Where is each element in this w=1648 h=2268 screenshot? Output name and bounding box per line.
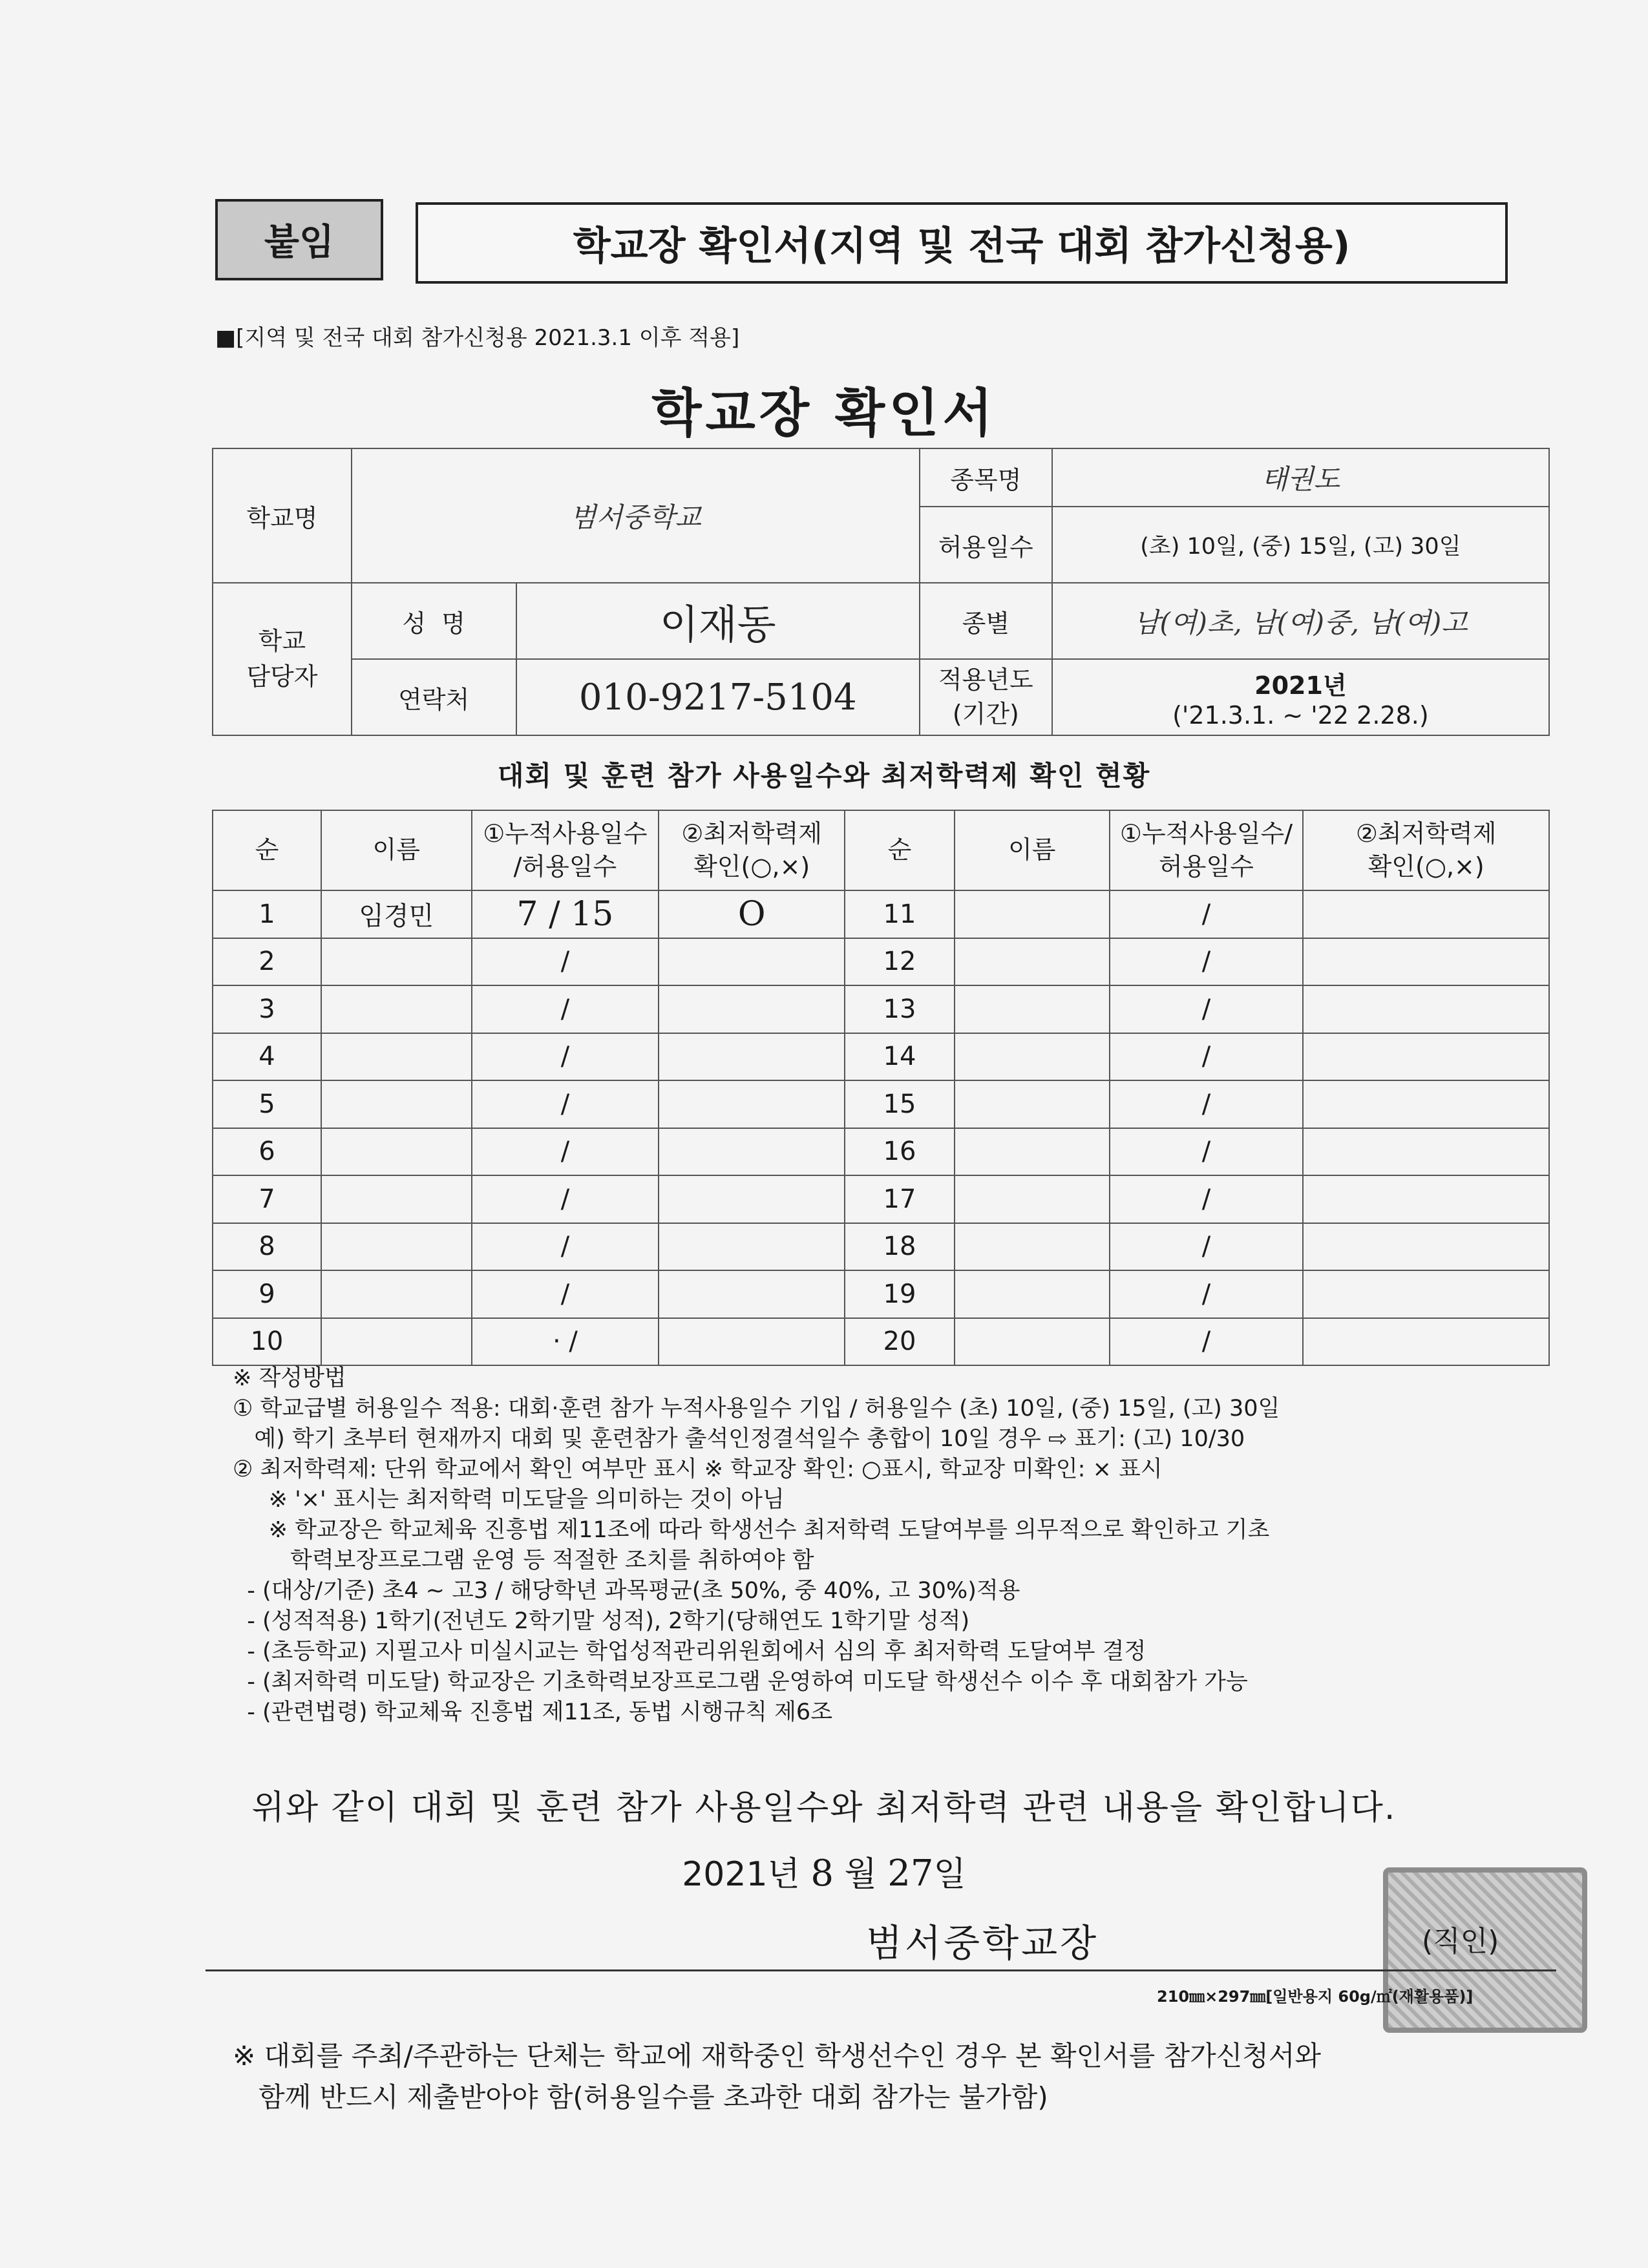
academic-check <box>1303 1223 1549 1271</box>
table-row <box>213 1270 1549 1318</box>
days-value: (초) 10일, (중) 15일, (고) 30일 <box>1052 507 1549 583</box>
student-name <box>955 985 1110 1033</box>
row-number: 11 <box>845 890 955 938</box>
student-name <box>955 890 1110 938</box>
academic-check <box>659 1080 845 1128</box>
student-name <box>955 1223 1110 1271</box>
table-row <box>213 1128 1549 1176</box>
row-number: 15 <box>845 1080 955 1128</box>
col-header-check-2: ②최저학력제 확인(○,×) <box>1303 810 1549 890</box>
instruction-line: ② 최저학력제: 단위 학교에서 확인 여부만 표시 ※ 학교장 확인: ○표시, 학교장 미확인: × 표시 <box>233 1456 1163 1482</box>
col-header-no-2: 순 <box>845 810 955 890</box>
instructions <box>233 1363 1551 1728</box>
student-name <box>955 1033 1110 1081</box>
year-cell <box>1052 659 1549 735</box>
academic-check <box>1303 1270 1549 1318</box>
student-name <box>955 1318 1110 1366</box>
used-days: / <box>1110 1033 1304 1081</box>
row-number: 9 <box>213 1270 321 1318</box>
student-name <box>955 938 1110 986</box>
student-name <box>321 1175 472 1223</box>
academic-check <box>1303 985 1549 1033</box>
student-name <box>955 1080 1110 1128</box>
sport-label: 종목명 <box>920 448 1052 507</box>
divider <box>206 1969 1556 1971</box>
row-number: 1 <box>213 890 321 938</box>
seal-label: (직인) <box>1422 1925 1499 1958</box>
academic-check <box>659 1223 845 1271</box>
instruction-line: - (관련법령) 학교체육 진흥법 제11조, 동법 시행규칙 제6조 <box>233 1699 833 1725</box>
used-days: / <box>1110 1223 1304 1271</box>
instruction-line: ① 학교급별 허용일수 적용: 대회·훈련 참가 누적사용일수 기입 / 허용일수 (초) 10일, (중) 15일, (고) 30일 <box>233 1396 1280 1422</box>
used-days: / <box>472 1033 659 1081</box>
row-number: 8 <box>213 1223 321 1271</box>
col-header-name: 이름 <box>321 810 472 890</box>
table-row <box>213 890 1549 938</box>
student-name <box>321 1223 472 1271</box>
col-header-days-2: ①누적사용일수/ 허용일수 <box>1110 810 1304 890</box>
gender-value: 남(여)초, 남(여)중, 남(여)고 <box>1052 583 1549 659</box>
used-days: / <box>1110 890 1304 938</box>
year-period: ('21.3.1. ~ '22 2.28.) <box>1172 700 1429 730</box>
student-name <box>321 1128 472 1176</box>
name-label: 성 명 <box>352 583 516 659</box>
academic-check <box>1303 1080 1549 1128</box>
academic-check <box>659 1270 845 1318</box>
gender-label: 종별 <box>920 583 1052 659</box>
instruction-line: ※ 작성방법 <box>233 1365 346 1391</box>
name-value: 이재동 <box>516 583 920 659</box>
participation-table <box>212 810 1550 1366</box>
academic-check <box>1303 1128 1549 1176</box>
instruction-line: ※ 학교장은 학교체육 진흥법 제11조에 따라 학생선수 최저학력 도달여부를 의무적으로 확인하고 기초 <box>233 1517 1270 1543</box>
used-days: / <box>472 1223 659 1271</box>
sport-value: 태권도 <box>1052 448 1549 507</box>
table-row <box>213 1223 1549 1271</box>
table-row <box>213 1175 1549 1223</box>
student-name <box>321 1318 472 1366</box>
academic-check <box>659 938 845 986</box>
section-title: 대회 및 훈련 참가 사용일수와 최저학력제 확인 현황 <box>497 760 1151 792</box>
row-number: 17 <box>845 1175 955 1223</box>
col-header-no: 순 <box>213 810 321 890</box>
table-row <box>213 985 1549 1033</box>
used-days: 7 / 15 <box>472 890 659 938</box>
confirmation-statement: 위와 같이 대회 및 훈련 참가 사용일수와 최저학력 관련 내용을 확인합니다. <box>251 1789 1397 1827</box>
student-name <box>955 1270 1110 1318</box>
row-number: 4 <box>213 1033 321 1081</box>
student-name: 임경민 <box>321 890 472 938</box>
academic-check <box>659 1175 845 1223</box>
used-days: / <box>472 1175 659 1223</box>
student-name <box>321 1033 472 1081</box>
row-number: 5 <box>213 1080 321 1128</box>
footer-line: ※ 대회를 주최/주관하는 단체는 학교에 재학중인 학생선수인 경우 본 확인서를 참가신청서와 <box>233 2040 1322 2072</box>
academic-check <box>659 1128 845 1176</box>
date-year: 2021년 <box>682 1855 800 1894</box>
academic-check <box>659 1318 845 1366</box>
contact-label: 연락처 <box>352 659 516 735</box>
school-value: 범서중학교 <box>352 448 920 583</box>
academic-check <box>1303 890 1549 938</box>
instruction-line: ※ '×' 표시는 최저학력 미도달을 의미하는 것이 아님 <box>233 1487 785 1513</box>
table-row <box>213 1318 1549 1366</box>
row-number: 2 <box>213 938 321 986</box>
table-row <box>213 1033 1549 1081</box>
student-name <box>321 985 472 1033</box>
row-number: 3 <box>213 985 321 1033</box>
date-day: 27 <box>887 1853 934 1895</box>
date-day-label: 일 <box>933 1855 966 1894</box>
main-title: 학교장 확인서 <box>651 383 997 443</box>
document-title: 학교장 확인서(지역 및 전국 대회 참가신청용) <box>573 224 1351 269</box>
academic-check: O <box>659 890 845 938</box>
row-number: 12 <box>845 938 955 986</box>
instruction-line: - (성적적용) 1학기(전년도 2학기말 성적), 2학기(당해연도 1학기말 성적) <box>233 1608 970 1634</box>
academic-check <box>659 1033 845 1081</box>
date-month: 8 <box>810 1853 834 1895</box>
year-label: 적용년도 (기간) <box>920 659 1052 735</box>
used-days: / <box>1110 985 1304 1033</box>
used-days: / <box>1110 1128 1304 1176</box>
instruction-line: - (대상/기준) 초4 ~ 고3 / 해당학년 과목평균(초 50%, 중 40%, 고 30%)적용 <box>233 1578 1020 1604</box>
document-title-box <box>416 202 1508 284</box>
col-header-name-2: 이름 <box>955 810 1110 890</box>
table-row <box>213 938 1549 986</box>
academic-check <box>659 985 845 1033</box>
manager-label: 학교 담당자 <box>213 583 352 735</box>
instruction-line: 예) 학기 초부터 현재까지 대회 및 훈련참가 출석인정결석일수 총합이 10일 경우 ⇨ 표기: (고) 10/30 <box>233 1426 1245 1452</box>
contact-value: 010-9217-5104 <box>516 659 920 735</box>
student-name <box>321 938 472 986</box>
attachment-tag <box>215 199 383 280</box>
used-days: / <box>472 1128 659 1176</box>
year-value: 2021년 <box>1254 671 1347 700</box>
used-days: / <box>472 985 659 1033</box>
used-days: / <box>472 1270 659 1318</box>
instruction-line: - (초등학교) 지필고사 미실시교는 학업성적관리위원회에서 심의 후 최저학력 도달여부 결정 <box>233 1639 1146 1664</box>
days-label: 허용일수 <box>920 507 1052 583</box>
row-number: 16 <box>845 1128 955 1176</box>
used-days: / <box>1110 1318 1304 1366</box>
row-number: 18 <box>845 1223 955 1271</box>
row-number: 19 <box>845 1270 955 1318</box>
used-days: / <box>1110 938 1304 986</box>
used-days: / <box>1110 1175 1304 1223</box>
student-name <box>955 1175 1110 1223</box>
academic-check <box>1303 1175 1549 1223</box>
row-number: 13 <box>845 985 955 1033</box>
academic-check <box>1303 1033 1549 1081</box>
student-name <box>955 1128 1110 1176</box>
footer-line: 함께 반드시 제출받아야 함(허용일수를 초과한 대회 참가는 불가함) <box>233 2081 1048 2113</box>
student-name <box>321 1270 472 1318</box>
table-row <box>213 1080 1549 1128</box>
principal-name: 범서중학교장 <box>866 1921 1099 1965</box>
row-number: 10 <box>213 1318 321 1366</box>
used-days: / <box>1110 1080 1304 1128</box>
used-days: · / <box>472 1318 659 1366</box>
instruction-line: 학력보장프로그램 운영 등 적절한 조치를 취하여야 함 <box>233 1548 814 1573</box>
used-days: / <box>472 1080 659 1128</box>
row-number: 7 <box>213 1175 321 1223</box>
row-number: 6 <box>213 1128 321 1176</box>
info-table <box>212 448 1550 736</box>
academic-check <box>1303 1318 1549 1366</box>
academic-check <box>1303 938 1549 986</box>
date-month-label: 월 <box>844 1855 877 1894</box>
used-days: / <box>1110 1270 1304 1318</box>
col-header-check: ②최저학력제 확인(○,×) <box>659 810 845 890</box>
row-number: 14 <box>845 1033 955 1081</box>
used-days: / <box>472 938 659 986</box>
paper-spec: 210㎜×297㎜[일반용지 60g/㎡(재활용품)] <box>1157 1988 1474 2006</box>
applicability-note: ■[지역 및 전국 대회 참가신청용 2021.3.1 이후 적용] <box>215 325 740 351</box>
row-number: 20 <box>845 1318 955 1366</box>
student-name <box>321 1080 472 1128</box>
col-header-days: ①누적사용일수 /허용일수 <box>472 810 659 890</box>
school-label: 학교명 <box>213 448 352 583</box>
instruction-line: - (최저학력 미도달) 학교장은 기초학력보장프로그램 운영하여 미도달 학생선수 이수 후 대회참가 가능 <box>233 1669 1248 1695</box>
footer-note <box>233 2035 1558 2118</box>
attachment-tag-label: 붙임 <box>264 222 335 264</box>
